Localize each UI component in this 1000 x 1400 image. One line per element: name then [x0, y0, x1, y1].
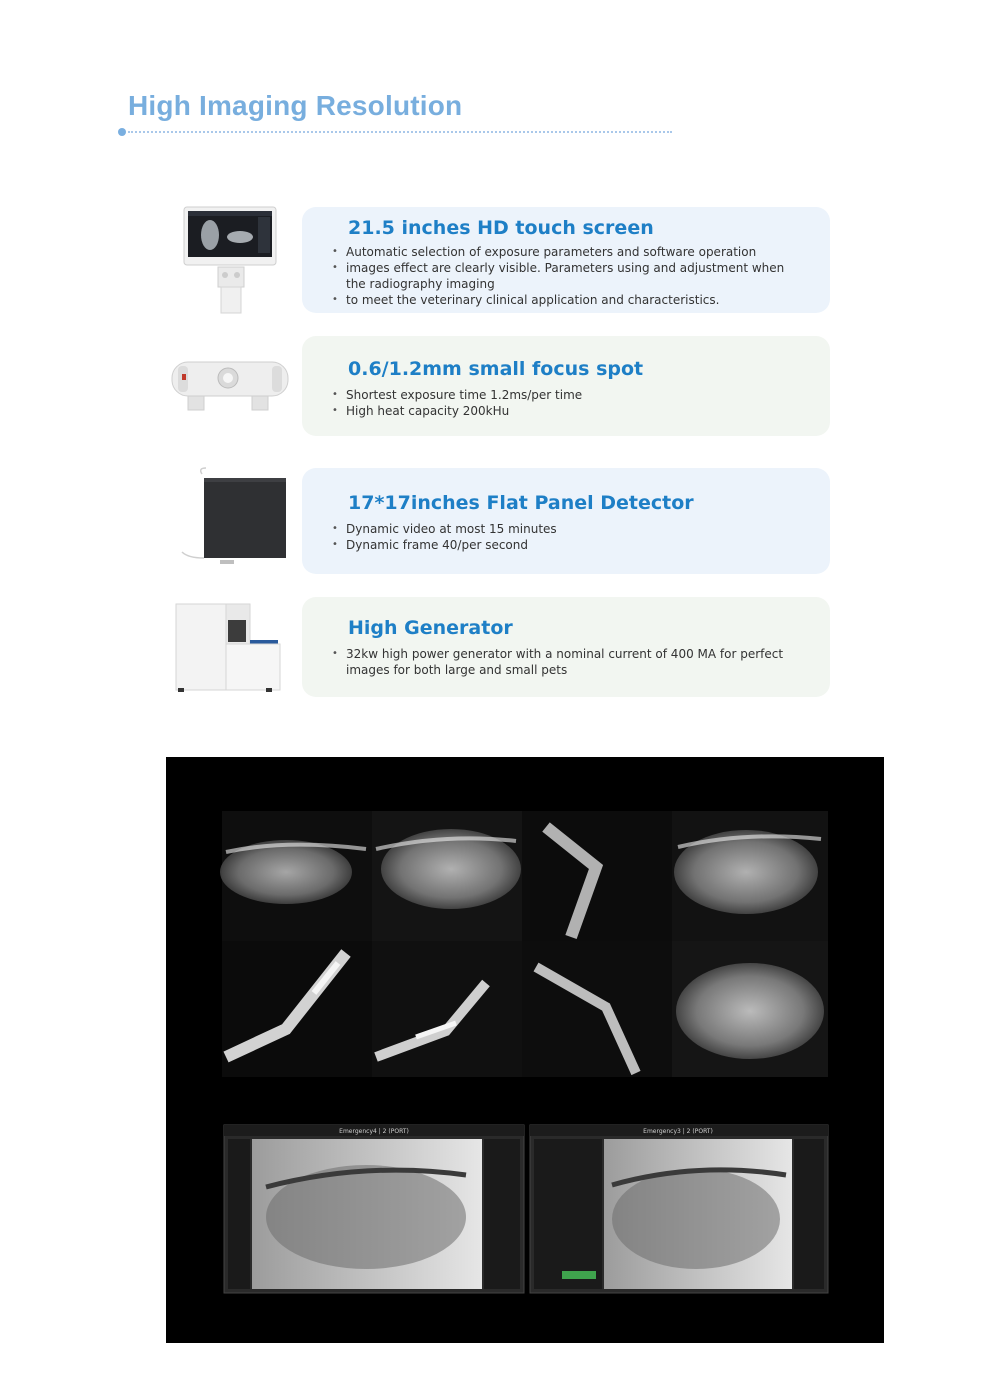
feature-generator	[0, 590, 1000, 705]
feature-bullet-list	[330, 521, 796, 553]
xray-grid-row-2	[222, 941, 828, 1077]
feature-bullet: • High heat capacity 200kHu	[330, 403, 796, 419]
feature-touch-screen	[0, 200, 1000, 320]
feature-bullet: • Dynamic frame 40/per second	[330, 537, 796, 553]
title-underline	[118, 128, 672, 136]
feature-card	[302, 207, 830, 313]
feature-title: 17*17inches Flat Panel Detector	[348, 492, 694, 514]
flat-panel-product-image	[168, 464, 292, 574]
feature-card	[302, 597, 830, 697]
feature-bullet-list	[330, 244, 796, 308]
title-rule-dot	[118, 128, 126, 136]
feature-bullet: • 32kw high power generator with a nominal current of 400 MA for perfect images for both large and small pets	[330, 646, 796, 678]
feature-bullet: • Dynamic video at most 15 minutes	[330, 521, 796, 537]
feature-focus-spot	[0, 330, 1000, 445]
xray-software-right	[530, 1125, 828, 1293]
feature-bullet-list	[330, 646, 796, 678]
software-window-title: Emergency3 | 2 (PORT)	[643, 1128, 713, 1135]
feature-bullet: • Shortest exposure time 1.2ms/per time	[330, 387, 796, 403]
page-title: High Imaging Resolution	[128, 90, 463, 121]
software-window-title: Emergency4 | 2 (PORT)	[339, 1128, 409, 1135]
xray-software-left	[224, 1125, 524, 1293]
feature-title: 21.5 inches HD touch screen	[348, 217, 654, 239]
title-rule-line	[128, 131, 672, 133]
xray-grid-row-1	[220, 811, 828, 941]
feature-card	[302, 468, 830, 574]
feature-bullet-list	[330, 387, 796, 419]
feature-card	[302, 336, 830, 436]
xray-tube-product-image	[168, 352, 292, 416]
feature-bullet: • Automatic selection of exposure parameters and software operation	[330, 244, 796, 260]
feature-bullet: • images effect are clearly visible. Parameters using and adjustment when the radiography imaging	[330, 260, 796, 292]
feature-title: High Generator	[348, 617, 513, 639]
xray-image-gallery	[166, 757, 884, 1343]
xray-collage	[166, 757, 884, 1343]
feature-flat-panel	[0, 460, 1000, 585]
feature-bullet: • to meet the veterinary clinical application and characteristics.	[330, 292, 796, 308]
touch-screen-product-image	[168, 205, 292, 315]
feature-title: 0.6/1.2mm small focus spot	[348, 358, 644, 380]
generator-product-image	[168, 602, 292, 694]
